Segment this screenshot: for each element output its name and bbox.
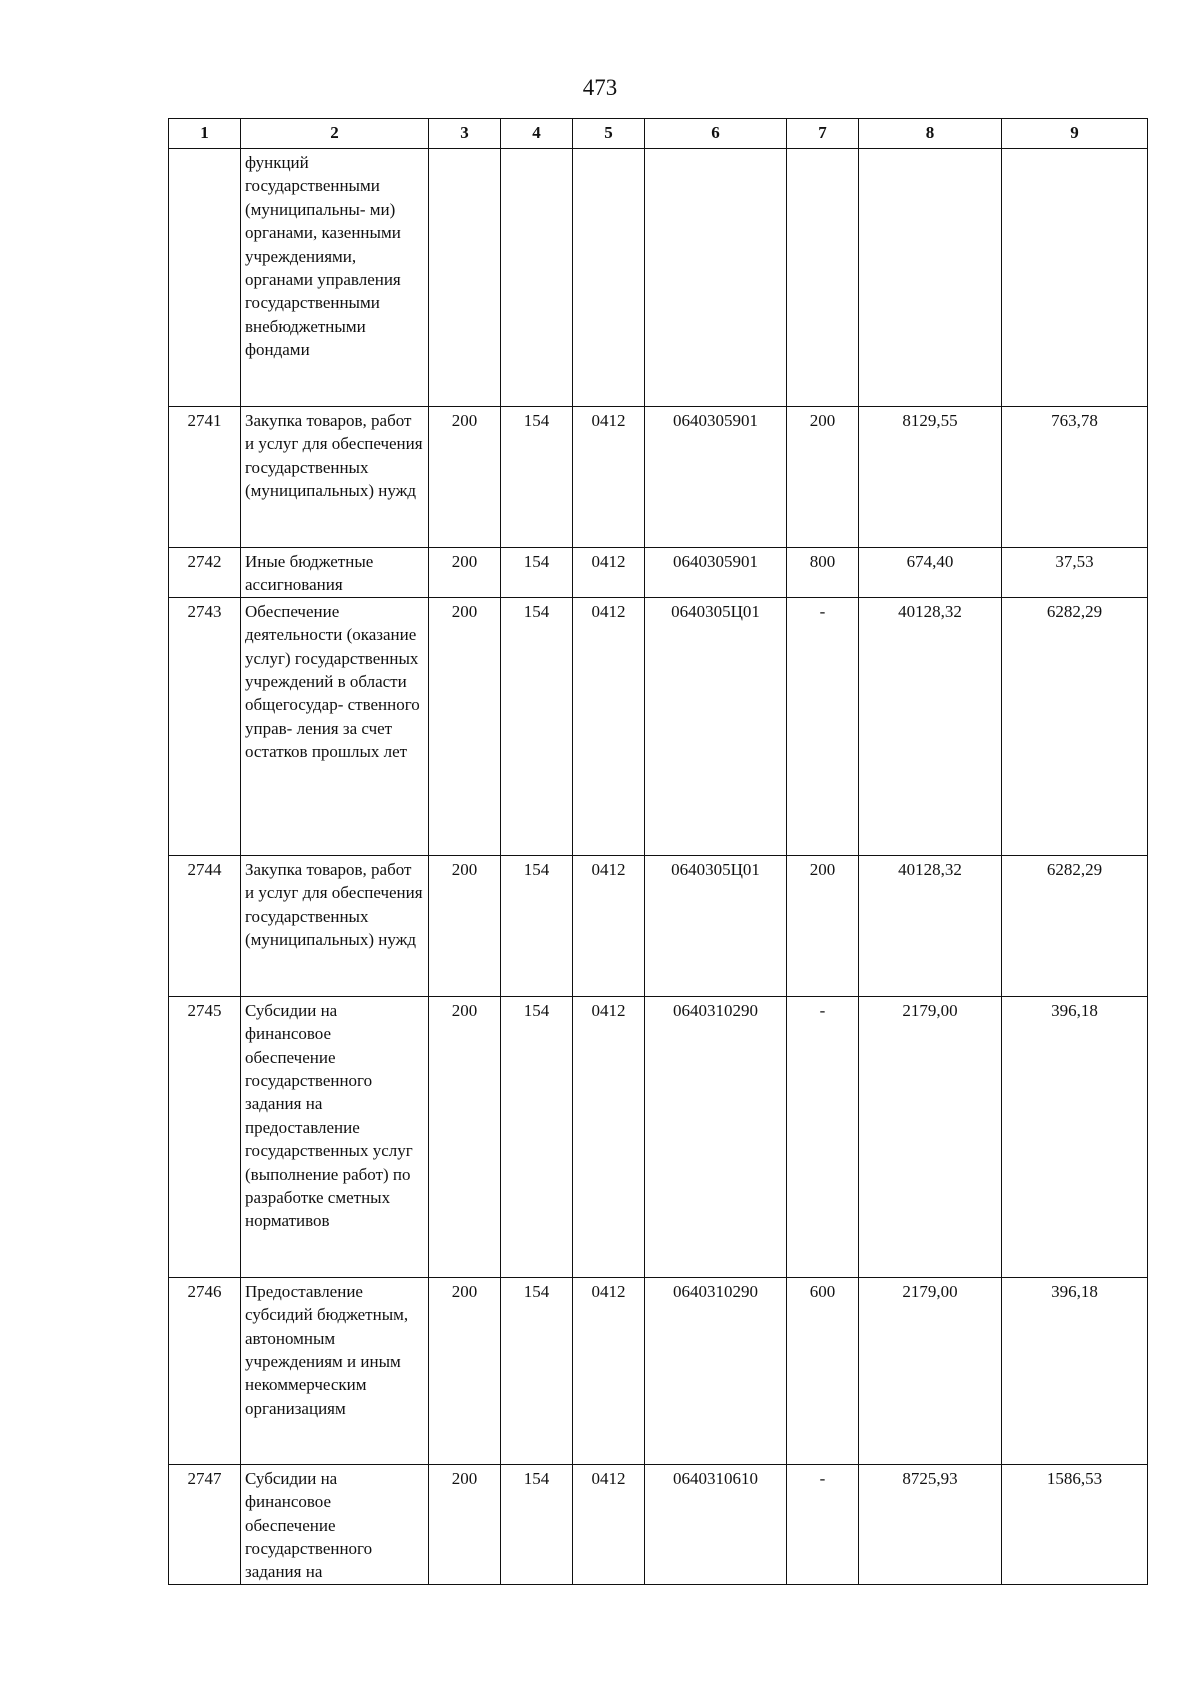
row-col8 [859,149,1002,407]
row-number: 2745 [169,996,241,1277]
row-col6: 0640310290 [645,996,787,1277]
row-col7: 200 [787,407,859,548]
row-col4: 154 [501,597,573,855]
row-col4: 154 [501,1464,573,1584]
header-cell: 5 [573,119,645,149]
row-name: функций государственными (муниципальны- ми) органами, казенными учреждениями, органами управления государственными внебюджетными фондами [241,149,429,407]
table-row [169,407,1148,548]
row-col4: 154 [501,548,573,598]
row-col9: 396,18 [1002,996,1148,1277]
row-col9: 763,78 [1002,407,1148,548]
row-col6: 0640305901 [645,548,787,598]
row-number: 2746 [169,1277,241,1464]
row-col6: 0640305Ц01 [645,855,787,996]
row-number: 2744 [169,855,241,996]
header-cell: 2 [241,119,429,149]
budget-table [168,118,1148,1585]
row-col6 [645,149,787,407]
row-col4 [501,149,573,407]
row-col3 [429,149,501,407]
row-col7: 800 [787,548,859,598]
row-name: Закупка товаров, работ и услуг для обеспечения государственных (муниципальных) нужд [241,855,429,996]
row-name: Предоставление субсидий бюджетным, автономным учреждениям и иным некоммерческим организациям [241,1277,429,1464]
row-col5 [573,149,645,407]
row-col6: 0640310290 [645,1277,787,1464]
row-col4: 154 [501,1277,573,1464]
row-number: 2741 [169,407,241,548]
table-row [169,548,1148,598]
table-row [169,1277,1148,1464]
row-col8: 8129,55 [859,407,1002,548]
header-cell: 4 [501,119,573,149]
row-col5: 0412 [573,1464,645,1584]
table-row [169,149,1148,407]
row-number: 2743 [169,597,241,855]
row-name: Обеспечение деятельности (оказание услуг) государственных учреждений в области общегосудар- ственного управ- ления за счет остатков прошлых лет [241,597,429,855]
row-name: Закупка товаров, работ и услуг для обеспечения государственных (муниципальных) нужд [241,407,429,548]
row-col6: 0640305901 [645,407,787,548]
header-cell: 9 [1002,119,1148,149]
header-cell: 8 [859,119,1002,149]
row-col8: 2179,00 [859,1277,1002,1464]
row-col8: 40128,32 [859,597,1002,855]
row-col5: 0412 [573,996,645,1277]
row-col9: 37,53 [1002,548,1148,598]
row-col3: 200 [429,996,501,1277]
row-col7: - [787,597,859,855]
row-col5: 0412 [573,597,645,855]
row-col9: 396,18 [1002,1277,1148,1464]
row-col7: - [787,996,859,1277]
row-col7: - [787,1464,859,1584]
header-cell: 6 [645,119,787,149]
row-col5: 0412 [573,548,645,598]
header-cell: 1 [169,119,241,149]
header-row [169,119,1148,149]
row-col6: 0640310610 [645,1464,787,1584]
row-number [169,149,241,407]
row-col8: 2179,00 [859,996,1002,1277]
row-col8: 40128,32 [859,855,1002,996]
table-row [169,996,1148,1277]
row-col3: 200 [429,1277,501,1464]
row-col3: 200 [429,548,501,598]
row-col4: 154 [501,996,573,1277]
table-row [169,855,1148,996]
row-col4: 154 [501,407,573,548]
header-cell: 7 [787,119,859,149]
table-row [169,597,1148,855]
row-col7: 600 [787,1277,859,1464]
row-col3: 200 [429,1464,501,1584]
row-number: 2742 [169,548,241,598]
row-col5: 0412 [573,855,645,996]
row-col9: 6282,29 [1002,855,1148,996]
table-row [169,1464,1148,1584]
row-col8: 674,40 [859,548,1002,598]
row-col5: 0412 [573,1277,645,1464]
row-col3: 200 [429,855,501,996]
row-name: Субсидии на финансовое обеспечение государственного задания на [241,1464,429,1584]
row-col3: 200 [429,597,501,855]
page-number: 473 [582,75,618,100]
row-col7: 200 [787,855,859,996]
row-number: 2747 [169,1464,241,1584]
row-col9: 6282,29 [1002,597,1148,855]
row-col9 [1002,149,1148,407]
row-col9: 1586,53 [1002,1464,1148,1584]
row-col3: 200 [429,407,501,548]
row-col6: 0640305Ц01 [645,597,787,855]
row-col7 [787,149,859,407]
row-col8: 8725,93 [859,1464,1002,1584]
row-col4: 154 [501,855,573,996]
row-name: Иные бюджетные ассигнования [241,548,429,598]
row-col5: 0412 [573,407,645,548]
header-cell: 3 [429,119,501,149]
row-name: Субсидии на финансовое обеспечение государственного задания на предоставление государственных услуг (выполнение работ) по разработке сметных нормативов [241,996,429,1277]
